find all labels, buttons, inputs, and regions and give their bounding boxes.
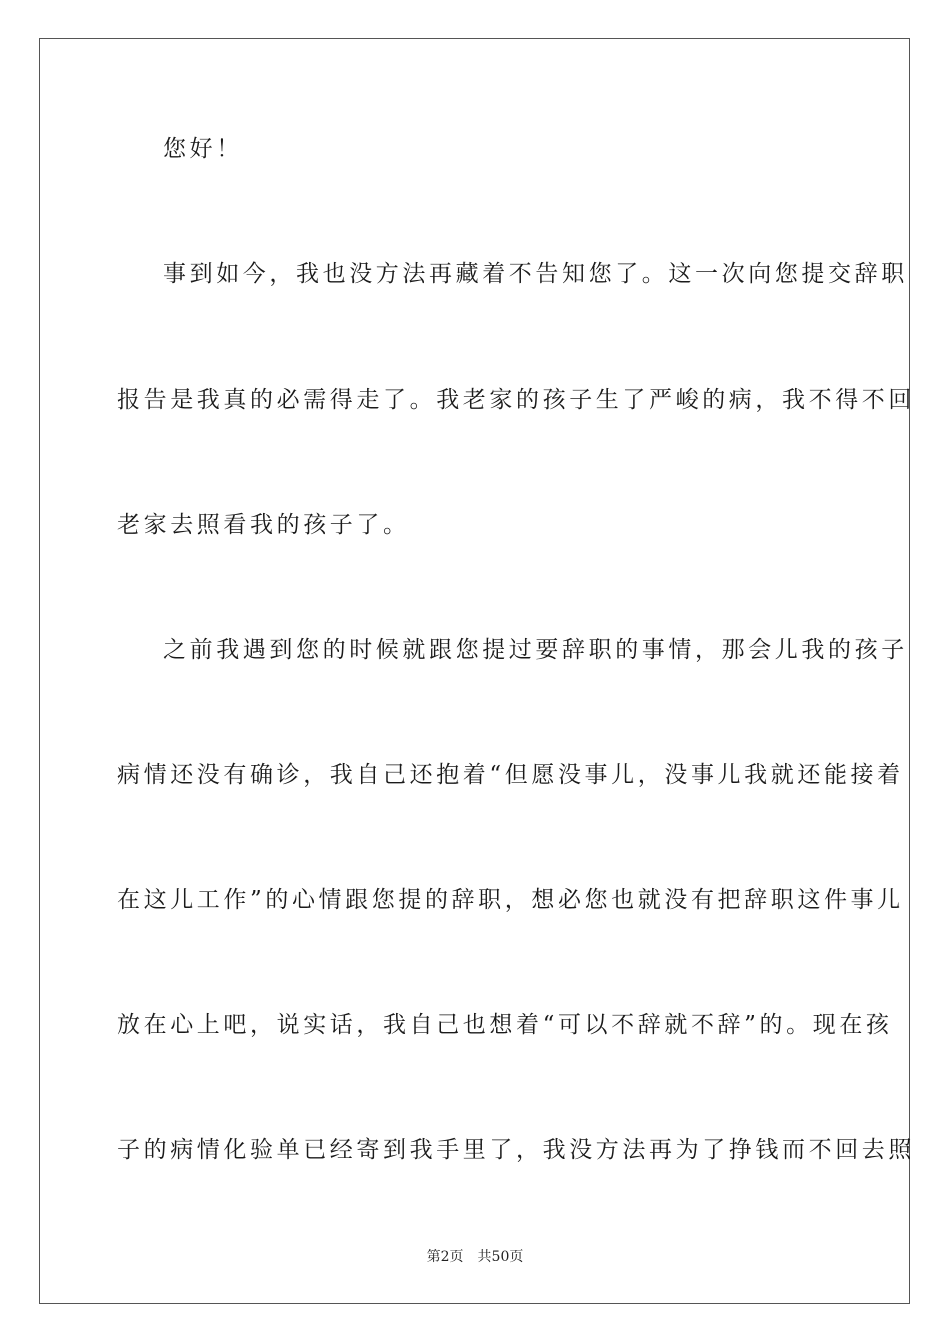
paragraph-1-line-1: 事到如今，我也没方法再藏着不告知您了。这一次向您提交辞职 (163, 261, 908, 287)
page-total: 共50页 (477, 1249, 524, 1265)
paragraph-2-line-3: 在这儿工作”的心情跟您提的辞职，想必您也就没有把辞职这件事儿 (117, 887, 904, 913)
page-footer (0, 1248, 950, 1266)
paragraph-2-line-4: 放在心上吧，说实话，我自己也想着“可以不辞就不辞”的。现在孩 (117, 1012, 893, 1038)
paragraph-2-line-2: 病情还没有确诊，我自己还抱着“但愿没事儿，没事儿我就还能接着 (117, 762, 904, 788)
greeting-line: 您好！ (163, 136, 243, 162)
paragraph-2-line-5: 子的病情化验单已经寄到我手里了，我没方法再为了挣钱而不回去照 (117, 1137, 915, 1163)
paragraph-1-line-2: 报告是我真的必需得走了。我老家的孩子生了严峻的病，我不得不回 (117, 387, 915, 413)
paragraph-2-line-1: 之前我遇到您的时候就跟您提过要辞职的事情，那会儿我的孩子 (163, 637, 908, 663)
paragraph-1-line-3: 老家去照看我的孩子了。 (117, 512, 410, 538)
page-border (39, 38, 915, 1304)
page-number: 第2页 (426, 1249, 464, 1265)
